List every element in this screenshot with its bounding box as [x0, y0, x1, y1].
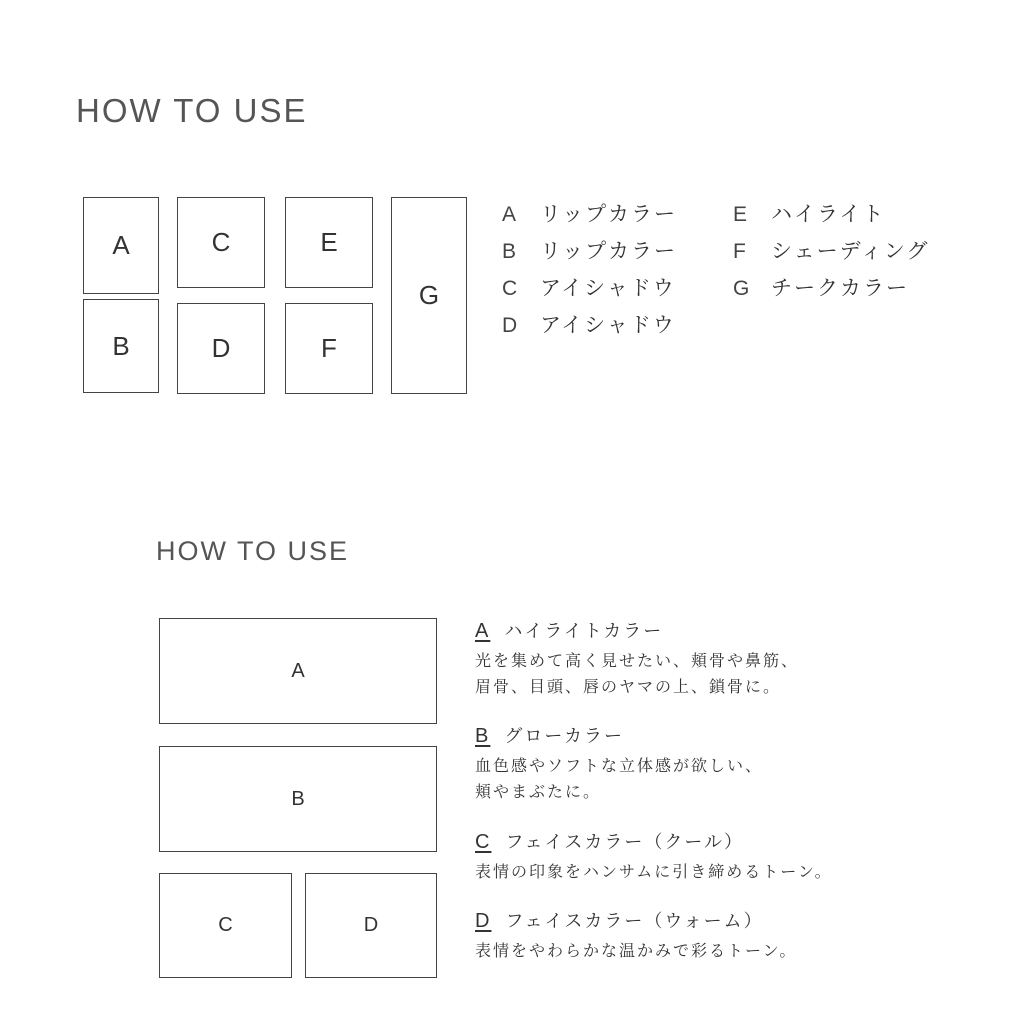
palette-pan-a: A	[159, 618, 437, 724]
description-a	[475, 617, 995, 700]
description-name: グローカラー	[504, 726, 624, 747]
legend-label: リップカラー	[540, 239, 677, 263]
legend-label: ハイライト	[771, 202, 886, 226]
legend-item	[502, 307, 677, 344]
description-line: 頬やまぶたに。	[475, 782, 602, 801]
description-body	[475, 753, 995, 805]
legend-item	[502, 270, 677, 307]
legend-label: リップカラー	[540, 202, 677, 226]
description-line: 表情をやわらかな温かみで彩るトーン。	[475, 941, 798, 960]
legend-label: アイシャドウ	[540, 276, 676, 300]
legend-letter: F	[733, 240, 748, 263]
legend-item	[733, 270, 929, 307]
description-title	[475, 617, 995, 646]
legend-letter: A	[502, 203, 519, 226]
description-name: ハイライトカラー	[504, 621, 664, 642]
palette-pan-e: E	[285, 197, 373, 288]
palette-pan-f: F	[285, 303, 373, 394]
description-letter: D	[475, 910, 492, 932]
palette-pan-c: C	[159, 873, 292, 978]
description-letter: B	[475, 725, 491, 747]
palette-pan-b: B	[83, 299, 159, 393]
legend-letter: E	[733, 203, 750, 226]
description-c	[475, 828, 995, 885]
legend-letter: C	[502, 277, 520, 300]
page-title: HOW TO USE	[76, 92, 308, 129]
palette-pan-d: D	[177, 303, 265, 394]
description-line: 眉骨、目頭、唇のヤマの上、鎖骨に。	[475, 677, 782, 696]
description-name: フェイスカラー（クール）	[505, 832, 745, 853]
description-d	[475, 907, 995, 964]
legend-column-1	[502, 196, 677, 344]
legend-item	[502, 233, 677, 270]
legend-label: アイシャドウ	[540, 313, 676, 337]
legend-label: シェーディング	[771, 239, 930, 263]
description-name: フェイスカラー（ウォーム）	[505, 911, 764, 932]
palette-pan-b: B	[159, 746, 437, 852]
description-title	[475, 828, 995, 857]
legend-item	[502, 196, 677, 233]
legend-column-2	[733, 196, 929, 307]
description-line: 光を集めて高く見せたい、頬骨や鼻筋、	[475, 651, 800, 670]
description-body	[475, 859, 995, 885]
description-body	[475, 938, 995, 964]
palette-pan-c: C	[177, 197, 265, 288]
legend-letter: G	[733, 277, 752, 300]
description-letter: C	[475, 831, 492, 853]
description-body	[475, 648, 995, 700]
palette-pan-g: G	[391, 197, 467, 394]
legend-letter: B	[502, 240, 519, 263]
legend-label: チークカラー	[771, 276, 909, 300]
description-title	[475, 722, 995, 751]
description-line: 表情の印象をハンサムに引き締めるトーン。	[475, 862, 833, 881]
palette-pan-a: A	[83, 197, 159, 294]
description-line: 血色感やソフトな立体感が欲しい、	[475, 756, 764, 775]
description-letter: A	[475, 620, 491, 642]
palette-pan-d: D	[305, 873, 437, 978]
legend-letter: D	[502, 314, 520, 337]
legend-item	[733, 196, 929, 233]
description-b	[475, 722, 995, 805]
legend-item	[733, 233, 929, 270]
section-title: HOW TO USE	[156, 536, 350, 566]
description-title	[475, 907, 995, 936]
